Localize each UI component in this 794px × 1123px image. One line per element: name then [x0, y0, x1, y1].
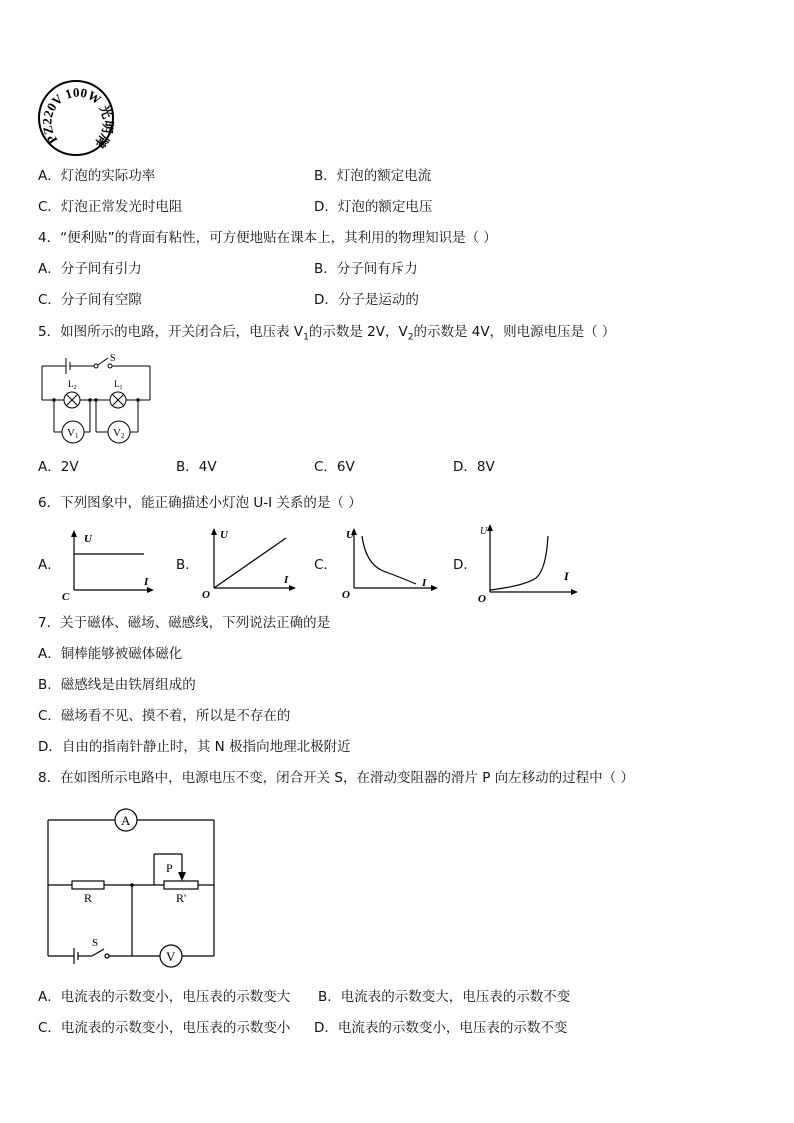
lamp-l1-label: $L_1$	[114, 379, 123, 391]
q7-option-b: B．磁感线是由铁屑组成的	[38, 677, 196, 693]
resistor-label: R	[84, 891, 93, 905]
q5-circuit-diagram	[38, 352, 156, 444]
q8-option-d: D．电流表的示数变小，电压表的示数不变	[314, 1020, 568, 1036]
svg-text:C: C	[62, 591, 70, 603]
stamp-text: PZ220V 100W 光明牌	[39, 84, 116, 151]
q3-option-d: D．灯泡的额定电压	[314, 199, 433, 215]
switch-label: S	[110, 353, 116, 364]
q8-option-b: B．电流表的示数变大，电压表的示数不变	[318, 989, 571, 1005]
graph-b-curve	[214, 538, 286, 588]
q5-stem: 5．如图所示的电路，开关闭合后，电压表 $V_1$的示数是 2V，$V_2$的示数是 4V，则电源电压是（ ）	[38, 324, 616, 343]
q4-option-d: D．分子是运动的	[314, 292, 419, 308]
graph-c-curve	[362, 536, 416, 584]
q6-graph-d	[474, 520, 580, 605]
svg-text:I: I	[422, 577, 427, 589]
svg-text:O: O	[478, 593, 486, 605]
q4-option-b: B．分子间有斥力	[314, 261, 418, 277]
switch-blade	[92, 949, 104, 956]
q6-option-a-label: A．	[38, 557, 61, 573]
svg-text:I: I	[284, 574, 289, 586]
q6-option-c-label: C．	[314, 557, 337, 573]
voltmeter-label: V	[166, 949, 176, 964]
q8-stem: 8．在如图所示电路中，电源电压不变，闭合开关 S，在滑动变阻器的滑片 P 向左移动的过程中（ ）	[38, 770, 634, 786]
q6-graph-b	[198, 526, 298, 600]
q5-option-d: D．8V	[453, 459, 495, 475]
switch-label: S	[92, 937, 99, 949]
q3-option-b: B．灯泡的额定电流	[314, 168, 432, 184]
q5-option-b: B．4V	[176, 459, 217, 475]
svg-text:U: U	[220, 529, 228, 541]
q5-option-c: C．6V	[314, 459, 355, 475]
svg-text:O: O	[202, 589, 210, 601]
q5-option-a: A．2V	[38, 459, 79, 475]
resistor-r	[72, 881, 104, 889]
slider-label: P	[166, 861, 173, 875]
svg-text:U: U	[84, 533, 92, 545]
v1-label: V1	[67, 427, 79, 440]
q4-option-c: C．分子间有空隙	[38, 292, 142, 308]
q4-option-a: A．分子间有引力	[38, 261, 142, 277]
rheostat-label: R'	[176, 891, 187, 905]
q7-stem: 7．关于磁体、磁场、磁感线，下列说法正确的是	[38, 615, 331, 631]
q3-option-c: C．灯泡正常发光时电阻	[38, 199, 183, 215]
q6-graph-a	[60, 528, 156, 603]
q6-option-d-label: D．	[453, 557, 477, 573]
q6-graph-c	[336, 526, 440, 600]
q6-option-b-label: B．	[176, 557, 199, 573]
slider-arrow	[178, 872, 186, 881]
q7-option-d: D．自由的指南针静止时，其 N 极指向地理北极附近	[38, 739, 351, 755]
q7-option-c: C．磁场看不见、摸不着，所以是不存在的	[38, 708, 291, 724]
rheostat-r-prime	[164, 881, 198, 889]
svg-text:O: O	[342, 589, 350, 601]
q8-option-a: A．电流表的示数变小，电压表的示数变大	[38, 989, 291, 1005]
lamp-nameplate-stamp	[36, 78, 116, 158]
ammeter-label: A	[121, 813, 131, 828]
graph-d-curve	[490, 536, 548, 590]
q3-option-a: A．灯泡的实际功率	[38, 168, 156, 184]
q8-circuit-diagram	[44, 808, 220, 968]
svg-text:I: I	[564, 569, 569, 583]
q6-stem: 6．下列图象中，能正确描述小灯泡 U-I 关系的是（ ）	[38, 495, 362, 511]
q7-option-a: A．铜棒能够被磁体磁化	[38, 646, 183, 662]
lamp-l2-label: $L_2$	[68, 379, 77, 391]
svg-text:U: U	[480, 526, 488, 537]
switch-blade	[98, 358, 108, 365]
v2-label: V2	[113, 427, 125, 440]
q4-stem: 4．“便利贴”的背面有粘性，可方便地贴在课本上，其利用的物理知识是（ ）	[38, 230, 497, 246]
svg-text:I: I	[144, 576, 149, 588]
q8-option-c: C．电流表的示数变小，电压表的示数变小	[38, 1020, 291, 1036]
svg-text:U: U	[346, 529, 354, 541]
